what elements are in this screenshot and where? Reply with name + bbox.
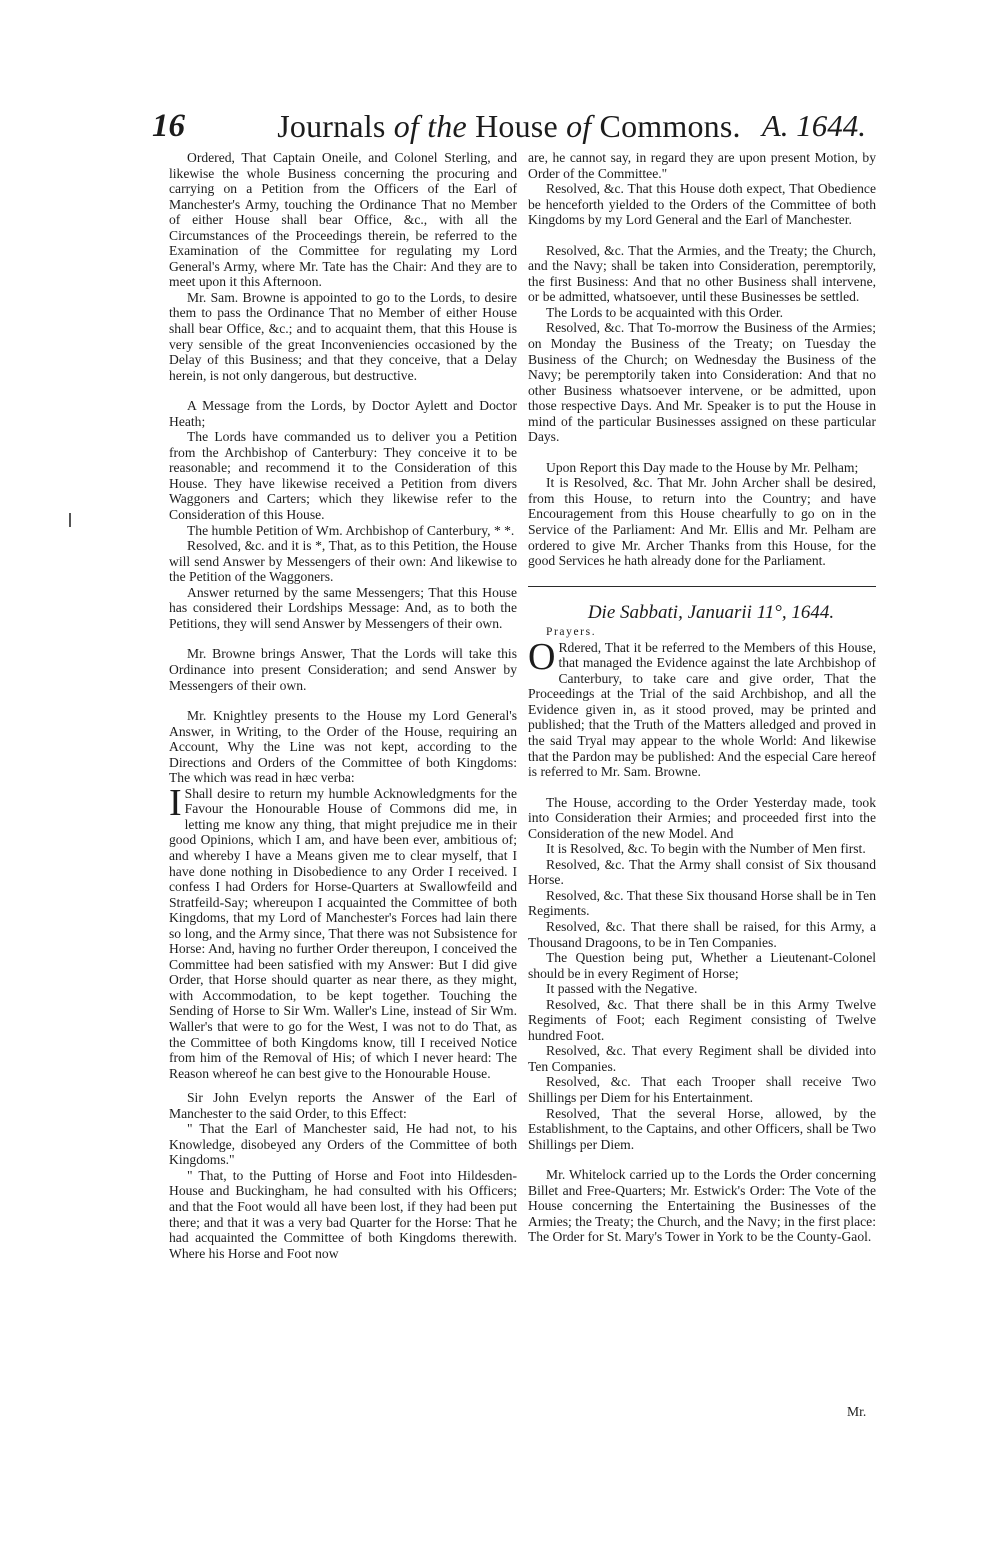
catchword: Mr.: [847, 1404, 867, 1419]
paragraph: Resolved, &c. That this House doth expect, That Obedience be henceforth yielded to the Orders of the Committee of both Kingdoms by my Lord General and the Earl of Manchester.: [528, 181, 876, 228]
running-year: A. 1644.: [761, 108, 866, 143]
prayers-label: Prayers.: [546, 625, 597, 638]
paragraph: Upon Report this Day made to the House by Mr. Pelham;: [546, 459, 859, 475]
paragraph: The Lords have commanded us to deliver you a Petition from the Archbishop of Canterbury: They conceive it to be reasonable; and recommend it to the Consideration of this House. They have likewise received a Petition from divers Waggoners and Carters; which they likewise refer to the Consideration of this House.: [169, 429, 517, 523]
paragraph: Mr. Whitelock carried up to the Lords the Order concerning Billet and Free-Quarters; Mr. Estwick's Order: The Vote of the House concerning the Entertaining the Businesses of the Armies; the Treaty; the Church, and the Navy; in the first place: The Order for St. Mary's Tower in York to be the County-Gaol.: [528, 1167, 876, 1245]
drop-cap: I: [169, 781, 182, 824]
paragraph: It is Resolved, &c. That Mr. John Archer shall be desired, from this House, to return into the Country; and have Encouragement from this House chearfully to go on in the Service of the Parliament: And Mr. Ellis and Mr. Pelham are ordered to give Mr. Archer Thanks from this House, for the good Services he hath already done for the Parliament.: [528, 475, 876, 569]
paragraph: Resolved, &c. That every Regiment shall be divided into Ten Companies.: [528, 1043, 876, 1074]
left-column: [169, 150, 517, 1261]
paragraph: " That the Earl of Manchester said, He had not, to his Knowledge, disobeyed any Orders of the Committee of both Kingdoms.": [169, 1121, 517, 1168]
paragraph: The humble Petition of Wm. Archbishop of Canterbury, * *.: [187, 522, 515, 538]
paragraph: Resolved, &c. That To-morrow the Business of the Armies; on Monday the Business of the Treaty; on Tuesday the Business of the Church; on Wednesday the Business of the Navy; be peremptorily taken into Consideration: And that no other Business whatsoever intervene, or be admitted, upon those respective Days. And Mr. Speaker is to put the House in mind of the particular Businesses assigned on these particular Days.: [528, 320, 876, 445]
paragraph: Ordered, That Captain Oneile, and Colonel Sterling, and likewise the whole Business concerning the procuring and carrying on a Petition from the Officers of the Earl of Manchester's Army, touching the Ordinance That no Member of either House shall bear Office, &c., with all the Circumstances of the Proceedings therein, be referred to the Examination of the Committee for regulating my Lord General's Army, where Mr. Tate has the Chair: And they are to meet upon it this Afternoon.: [169, 150, 517, 290]
paragraph: Resolved, That the several Horse, allowed, by the Establishment, to the Captains, and other Officers, shall be Two Shillings per Diem.: [528, 1105, 876, 1152]
paragraph: Mr. Browne brings Answer, That the Lords will take this Ordinance into present Consideration; and send Answer by Messengers of their own.: [169, 646, 517, 693]
paragraph: It passed with the Negative.: [546, 981, 698, 997]
paragraph: Resolved, &c. That there shall be in this Army Twelve Regiments of Foot; each Regiment consisting of Twelve hundred Foot.: [528, 996, 876, 1043]
running-head: [150, 102, 868, 148]
section-divider: [528, 586, 876, 587]
paragraph: The House, according to the Order Yesterday made, took into Consideration their Armies; and proceeded first into the Consideration of the new Model. And: [528, 794, 876, 841]
letter-paragraph: I Shall desire to return my humble Acknowledgments for the Favour the Honourable House of Commons did me, in letting me know any thing, that might prejudice me in their good Opinions, which I am, and have been ever, ambitious of; and whereby I have a Means given me to clear myself, that I have done nothing in Disobedience to any Order I received. I confess I had Orders for Horse-Quarters at Swallowfeild and Stratfeild-Say; whereupon I acquainted the Committee of both Kingdoms, that my Lord of Manchester's Forces had lain there so long, and the Army since, That there was not Subsistence for Horse: And, having no further Order thereupon, I conceived the Committee had been satisfied with my Answer: But I did give Order, that Horse should quarter as near there, as they might, with Accommodation, to be kept together. Touching the Sending of Horse to Sir Wm. Waller's Line, instead of Sir Wm. Waller's that were to go for the West, I was not to do That, as the Committee of both Kingdoms know, till I received Notice from him of the Removal of His; of which I never heard: The Reason whereof he can best give to the Honourable House.: [169, 781, 517, 1081]
paragraph: Answer returned by the same Messengers; That this House has considered their Lordships Message: And, as to both the Petitions, they will send Answer by Messengers of their own.: [169, 584, 517, 631]
paragraph: Resolved, &c. That the Armies, and the Treaty; the Church, and the Navy; shall be taken into Consideration, peremptorily, the first Business: And that no other Business shall intervene, or be admitted, whatsoever, until these Businesses be settled.: [528, 242, 876, 305]
paragraph: The Lords to be acquainted with this Order.: [546, 304, 784, 320]
paragraph: Resolved, &c. That there shall be raised, for this Army, a Thousand Dragoons, to be in Ten Companies.: [528, 918, 876, 950]
paragraph: Resolved, &c. and it is *, That, as to this Petition, the House will send Answer by Messengers of their own: And likewise to the Petition of the Waggoners.: [169, 538, 517, 585]
paragraph: Mr. Sam. Browne is appointed to go to the Lords, to desire them to pass the Ordinance That no Member of either House shall bear Office, &c.; and to acquaint them, that this House is very sensible of the great Inconveniencies occasioned by the Delay of this Business; and that they conceive, that a Delay herein, is not only dangerous, but destructive.: [169, 289, 517, 383]
day-heading: Die Sabbati, Januarii 11°, 1644.: [587, 601, 835, 623]
drop-cap: O: [528, 635, 556, 678]
paragraph: are, he cannot say, in regard they are upon present Motion, by Order of the Committee.": [528, 150, 876, 181]
paragraph: It is Resolved, &c. To begin with the Number of Men first.: [546, 841, 866, 857]
paragraph: Resolved, &c. That the Army shall consist of Six thousand Horse.: [528, 856, 876, 888]
right-column: [528, 150, 876, 1245]
paragraph: Mr. Knightley presents to the House my Lord General's Answer, in Writing, to the Order of the House, requiring an Account, Why the Line was not kept, according to the Directions and Orders of the Committee of both Kingdoms: The which was read in hæc verba:: [169, 708, 517, 786]
paragraph: A Message from the Lords, by Doctor Aylett and Doctor Heath;: [169, 398, 517, 429]
paragraph: Resolved, &c. That each Trooper shall receive Two Shillings per Diem for his Entertainment.: [528, 1074, 876, 1105]
margin-mark: [69, 513, 71, 527]
paragraph: Sir John Evelyn reports the Answer of the Earl of Manchester to the said Order, to this Effect:: [169, 1090, 517, 1121]
running-title: Journals of the House of Commons.: [277, 108, 741, 144]
page-number: 16: [152, 108, 185, 144]
paragraph: The Question being put, Whether a Lieutenant-Colonel should be in every Regiment of Horse;: [528, 950, 876, 981]
paragraph: O Rdered, That it be referred to the Members of this House, that managed the Evidence against the late Archbishop of Canterbury, to take care and give order, That the Proceedings at the Trial of the said Archbishop, and all the Evidence given in, as it stood proved, may be printed and published; that the Truth of the Matters alledged and proved in the said Tryal may appear to the whole World: And likewise that the Pardon may be published: And the especial Care hereof is referred to Mr. Sam. Browne.: [528, 635, 876, 780]
paragraph: Resolved, &c. That these Six thousand Horse shall be in Ten Regiments.: [528, 887, 876, 919]
paragraph: " That, to the Putting of Horse and Foot into Hildesden-House and Buckingham, he had consulted with his Officers; and that the Foot would all have been lost, if they had been put there; and that it was a very bad Quarter for the Horse: That he had acquainted the Committee of both Kingdoms therewith. Where his Horse and Foot now: [169, 1167, 517, 1261]
